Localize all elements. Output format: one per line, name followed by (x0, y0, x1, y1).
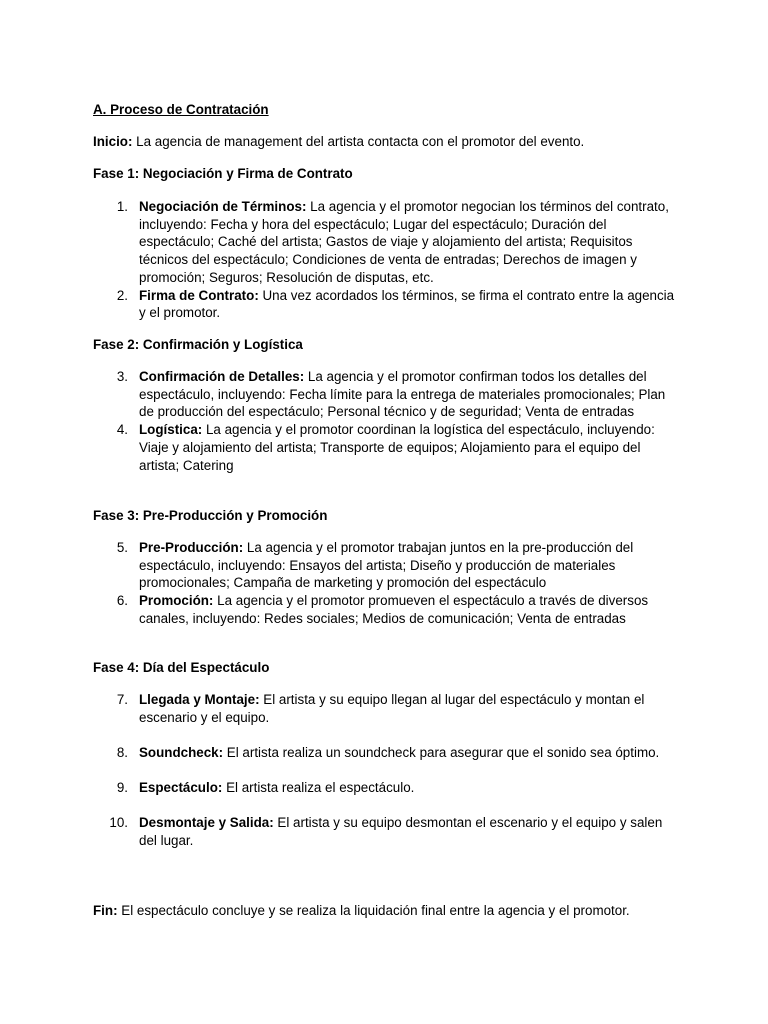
list-item (93, 744, 683, 762)
document-title: A. Proceso de Contratación (93, 102, 269, 117)
outro-text: El espectáculo concluye y se realiza la liquidación final entre la agencia y el promotor. (117, 903, 630, 918)
item-label: Confirmación de Detalles: (139, 369, 305, 384)
list-item (93, 814, 683, 849)
item-text: La agencia y el promotor promueven el espectáculo a través de diversos canales, incluyendo: Redes sociales; Medios de comunicación; Venta de entradas (139, 593, 649, 626)
list-item (93, 539, 683, 592)
item-text: La agencia y el promotor coordinan la logística del espectáculo, incluyendo: Viaje y alojamiento del artista; Transporte de equipos; Alojamiento para el equipo del artista; Catering (139, 422, 655, 473)
item-label: Logística: (139, 422, 203, 438)
phase-heading: Fase 2: Confirmación y Logística (93, 337, 303, 352)
list-item (93, 287, 683, 322)
item-number: 5. (116, 540, 128, 555)
item-number: 6. (116, 593, 128, 609)
item-text: El artista realiza el espectáculo. (222, 779, 415, 795)
item-number: 2. (116, 287, 128, 303)
phase-heading: Fase 1: Negociación y Firma de Contrato (93, 166, 353, 181)
list-item (93, 779, 683, 797)
item-number: 4. (116, 422, 128, 438)
item-label: Promoción: (139, 593, 214, 609)
item-label: Pre-Producción: (139, 540, 244, 555)
item-text: La agencia y el promotor trabajan juntos en la pre-producción del espectáculo, incluyendo: Ensayos del artista; Diseño y producción de materiales promocionales; Campaña de marketing y promoción del espectáculo (139, 540, 634, 591)
item-label: Desmontaje y Salida: (139, 814, 274, 830)
list-item (93, 592, 683, 627)
item-text: El artista y su equipo desmontan el escenario y el equipo y salen del lugar. (139, 814, 663, 848)
intro-label: Inicio: (93, 134, 133, 149)
intro-text: La agencia de management del artista contacta con el promotor del evento. (132, 134, 585, 149)
phase-list (93, 368, 683, 474)
phase-list (93, 198, 683, 322)
list-item (93, 368, 683, 421)
item-number: 8. (116, 744, 128, 760)
item-number: 10. (109, 814, 128, 830)
item-label: Firma de Contrato: (139, 287, 259, 303)
item-number: 1. (116, 199, 128, 214)
item-text: El artista y su equipo llegan al lugar del espectáculo y montan el escenario y el equipo. (139, 692, 645, 725)
list-item (93, 421, 683, 474)
item-number: 3. (116, 369, 128, 384)
phase-heading: Fase 3: Pre-Producción y Promoción (93, 508, 328, 523)
item-number: 9. (116, 779, 128, 795)
item-number: 7. (116, 692, 128, 707)
list-item (93, 198, 683, 287)
item-text: La agencia y el promotor confirman todos los detalles del espectáculo, incluyendo: Fecha límite para la entrega de materiales promocionales; Plan de producción del espectáculo; Personal técnico y de seguridad; Venta de entradas (139, 369, 666, 420)
item-text: Una vez acordados los términos, se firma el contrato entre la agencia y el promotor. (139, 287, 675, 321)
outro-paragraph (93, 902, 693, 920)
intro-paragraph (93, 133, 693, 151)
phase-heading: Fase 4: Día del Espectáculo (93, 660, 270, 675)
item-label: Espectáculo: (139, 779, 223, 795)
outro-label: Fin: (93, 903, 118, 918)
item-label: Negociación de Términos: (139, 199, 307, 214)
list-item (93, 691, 683, 726)
item-label: Llegada y Montaje: (139, 692, 260, 707)
item-label: Soundcheck: (139, 744, 224, 760)
item-text: La agencia y el promotor negocian los términos del contrato, incluyendo: Fecha y hora del espectáculo; Lugar del espectáculo; Duración del espectáculo; Caché del artista; Gastos de viaje y alojamiento del artista; Requisitos técnicos del espectáculo; Condiciones de venta de entradas; Derechos de imagen y promoción; Seguros; Resolución de disputas, etc. (139, 199, 669, 285)
phase-list (93, 539, 683, 628)
item-text: El artista realiza un soundcheck para asegurar que el sonido sea óptimo. (223, 744, 660, 760)
phase-list (93, 691, 683, 849)
